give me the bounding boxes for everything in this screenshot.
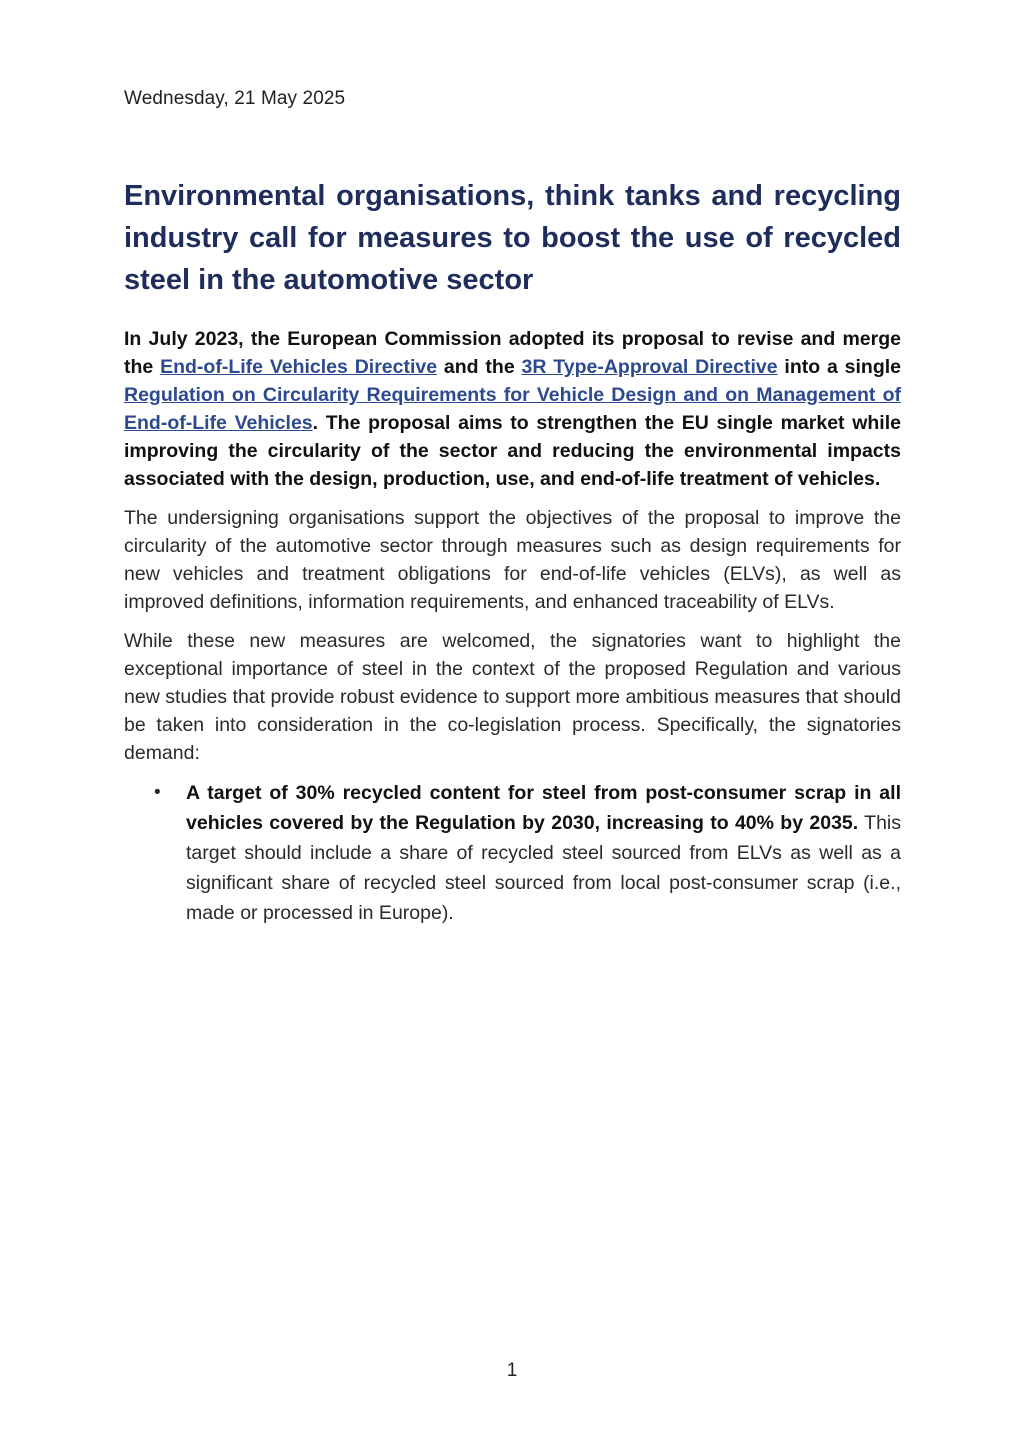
- lead-text-3: into a single: [777, 356, 901, 378]
- document-body: [124, 325, 901, 928]
- lead-text-2: and the: [437, 356, 522, 378]
- bullet-icon: •: [154, 782, 161, 803]
- page-number: 1: [506, 1360, 518, 1381]
- link-circularity-regulation[interactable]: Regulation on Circularity Requirements for Vehicle Design and on Management of End-of-Life Vehicles: [124, 384, 901, 434]
- link-3r-directive[interactable]: 3R Type-Approval Directive: [521, 356, 778, 378]
- link-elv-directive[interactable]: End-of-Life Vehicles Directive: [160, 356, 438, 378]
- page-title: Environmental organisations, think tanks and recycling industry call for measures to boost the use of recycled steel in the automotive sector: [124, 180, 901, 296]
- lead-paragraph: [124, 325, 901, 493]
- demands-list: [124, 778, 901, 928]
- body-paragraph: While these new measures are welcomed, the signatories want to highlight the exceptional importance of steel in the context of the proposed Regulation and various new studies that provide robust evidence to support more ambitious measures that should be taken into consideration in the co-legislation process. Specifically, the signatories demand:: [124, 630, 901, 764]
- lead-text-4: . The proposal aims to strengthen the EU single market while improving the circularity of the sector and reducing the environmental impacts associated with the design, production, use, and end-of-life treatment of vehicles.: [124, 412, 901, 490]
- body-paragraph: The undersigning organisations support the objectives of the proposal to improve the circularity of the automotive sector through measures such as design requirements for new vehicles and treatment obligations for end-of-life vehicles (ELVs), as well as improved definitions, information requirements, and enhanced traceability of ELVs.: [124, 507, 901, 613]
- demand-text: This target should include a share of recycled steel sourced from ELVs as well as a significant share of recycled steel sourced from local post-consumer scrap (i.e., made or processed in Europe).: [186, 812, 901, 924]
- list-item: [154, 778, 901, 928]
- demand-bold-text: A target of 30% recycled content for steel from post-consumer scrap in all vehicles covered by the Regulation by 2030, increasing to 40% by 2035.: [186, 782, 901, 834]
- lead-text-1: In July 2023, the European Commission adopted its proposal to revise and merge the: [124, 328, 901, 378]
- date-line: Wednesday, 21 May 2025: [124, 88, 346, 109]
